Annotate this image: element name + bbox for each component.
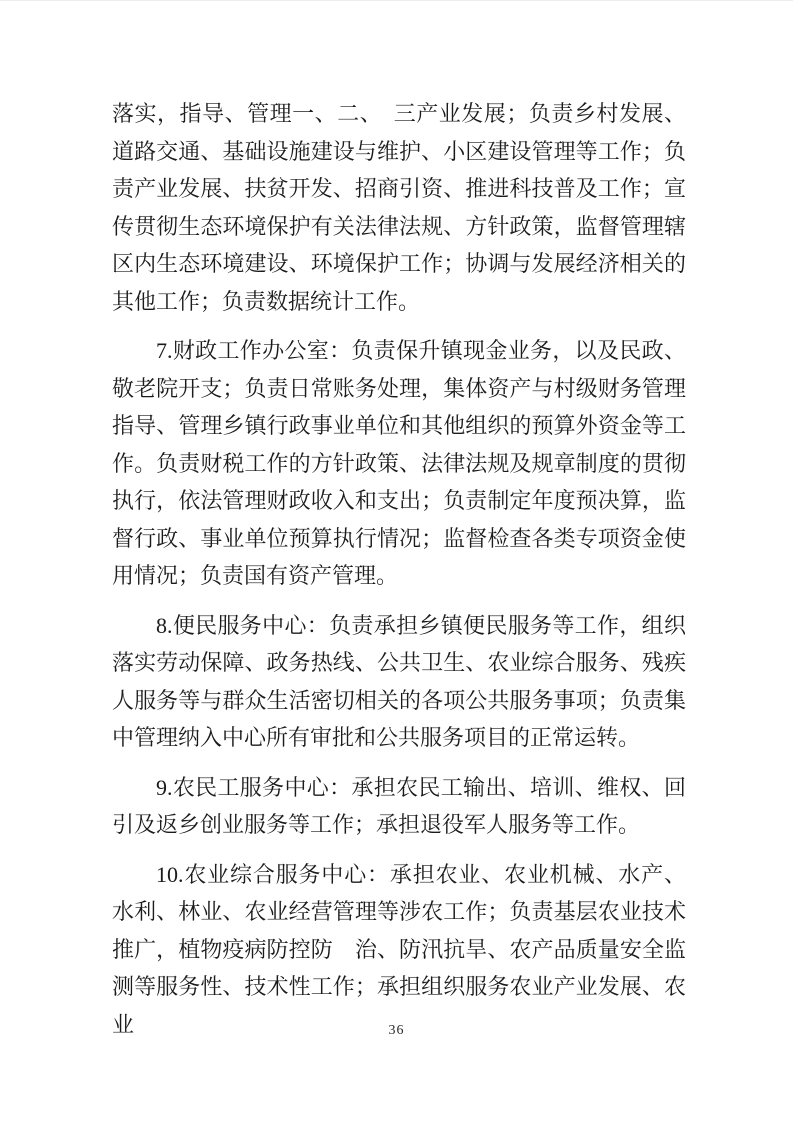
paragraph-continuation: 落实，指导、管理一、二、 三产业发展；负责乡村发展、道路交通、基础设施建设与维护、小区建设管理等工作；负责产业发展、扶贫开发、招商引资、推进科技普及工作；宣传贯彻生态环境保护有关法律法规、方针政策，监督管理辖区内生态环境建设、环境保护工作；协调与发展经济相关的其他工作；负责数据统计工作。 [112,101,686,314]
page-number: 36 [388,1023,405,1038]
paragraph-9-migrant-workers-service-center: 9.农民工服务中心：承担农民工输出、培训、维权、回引及返乡创业服务等工作；承担退役军人服务等工作。 [112,774,686,837]
paragraph-7-finance-office: 7.财政工作办公室：负责保升镇现金业务，以及民政、敬老院开支；负责日常账务处理，集体资产与村级财务管理指导、管理乡镇行政事业单位和其他组织的预算外资金等工作。负责财税工作的方针政策、法律法规及规章制度的贯彻执行，依法管理财政收入和支出；负责制定年度预决算，监督行政、事业单位预算执行情况；监督检查各类专项资金使用情况；负责国有资产管理。 [112,338,686,588]
paragraph-8-convenience-service-center: 8.便民服务中心：负责承担乡镇便民服务等工作，组织落实劳动保障、政务热线、公共卫生、农业综合服务、残疾人服务等与群众生活密切相关的各项公共服务事项；负责集中管理纳入中心所有审批和公共服务项目的正常运转。 [112,612,686,750]
paragraph-10-agriculture-service-center: 10.农业综合服务中心：承担农业、农业机械、水产、水利、林业、农业经营管理等涉农工作；负责基层农业技术推广，植物疫病防控防 治、防汛抗旱、农产品质量安全监测等服务性、技术性工作；承担组织服务农业产业发展、农业 [112,861,686,1037]
page-body-text [112,95,686,1055]
